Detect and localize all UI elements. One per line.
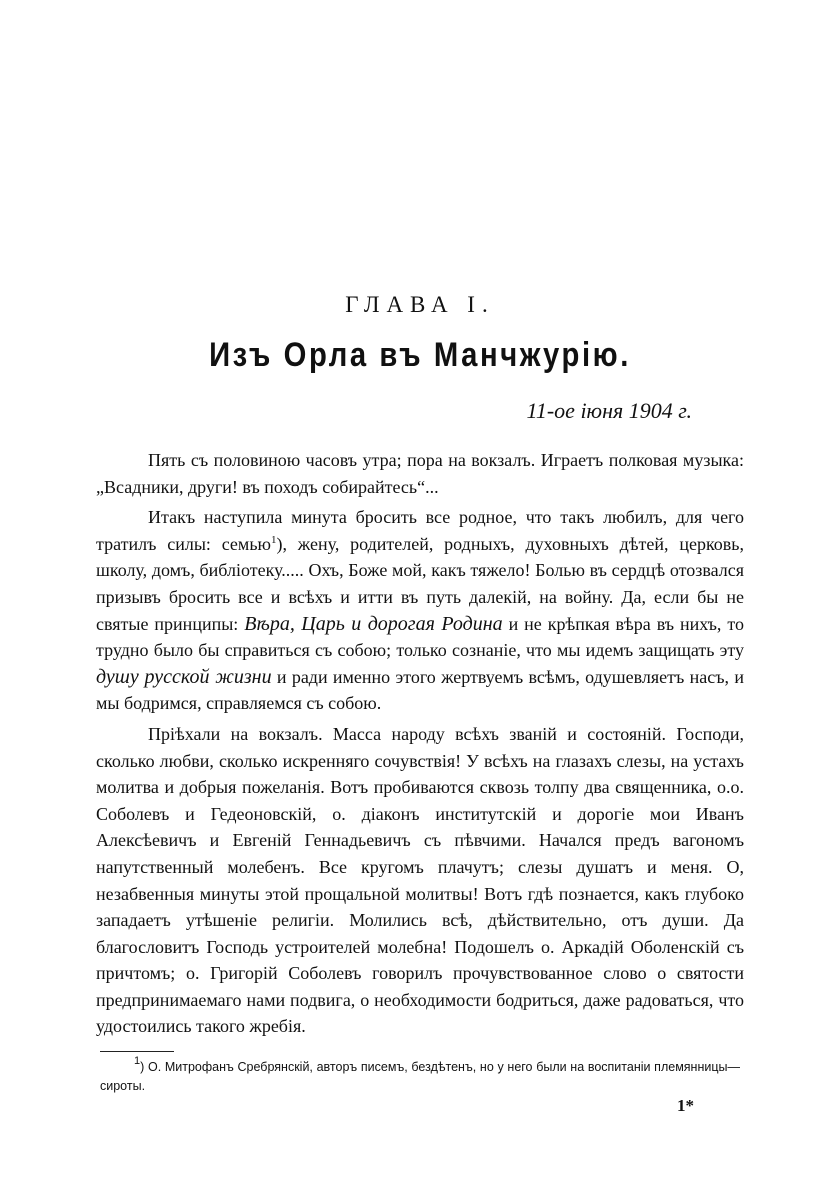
paragraph-3: Пріѣхали на вокзалъ. Масса народу всѣхъ званій и состояній. Господи, сколько любви, сколько искренняго сочувствія! У всѣхъ на глазахъ слезы, на устахъ молитва и добрыя пожеланія. Вотъ пробиваются сквозь толпу два священника, о.о. Соболевъ и Гедеоновскій, о. діаконъ институтскій и дорогіе мои Иванъ Алексѣевичъ и Евгеній Геннадьевичъ съ пѣвчими. Начался предъ вагономъ напутственный молебенъ. Все кругомъ плачутъ; слезы душатъ и меня. О, незабвенныя минуты этой прощальной молитвы! Вотъ гдѣ познается, какъ глубоко западаетъ утѣшеніе религіи. Молились всѣ, дѣйствительно, отъ души. Да благословитъ Господь устроителей молебна! Подошелъ о. Аркадій Оболенскій съ причтомъ; о. Григорій Соболевъ говорилъ прочувствованное слово о святости предпринимаемаго нами подвига, о необходимости бодриться, даже радоваться, что удостоились такого жребія. — [96, 723, 744, 1037]
footnote-divider — [100, 1051, 174, 1052]
footnote — [100, 1055, 740, 1096]
paragraph-2-text-c: и не крѣпкая вѣра въ нихъ, то трудно было бы справиться съ собою; только сознаніе, что мы идемъ защищать эту — [96, 613, 744, 661]
page-number: 1* — [677, 1096, 694, 1115]
footnote-mark: 1 — [134, 1055, 141, 1067]
paragraph-2-text-a: Итакъ наступила минута бросить все родное, что такъ любилъ, для чего тратилъ силы: семью — [96, 507, 744, 554]
chapter-label: ГЛАВА І. — [345, 292, 495, 317]
footnote-reference: 1 — [270, 533, 277, 546]
paragraph-2-text-d: и ради именно этого жертвуемъ всѣмъ, одушевляетъ насъ, и мы бодримся, справляемся съ собою. — [96, 666, 744, 714]
chapter-date: 11-ое іюня 1904 г. — [526, 398, 692, 423]
footnote-text: ) О. Митрофанъ Сребрянскій, авторъ писемъ, бездѣтенъ, но у него были на воспитаніи племянницы—сироты. — [100, 1060, 740, 1093]
paragraph-2 — [96, 504, 744, 717]
paragraph-2-text-b: ), жену, родителей, родныхъ, духовныхъ дѣтей, церковь, школу, домъ, библіотеку..... Охъ, Боже мой, какъ тяжело! Болью въ сердцѣ отозвался призывъ бросить все и всѣхъ и итти въ путь далекій, на войну. Да, если бы не святые принципы: — [96, 533, 745, 634]
emphasis-soul-of-russian-life: душу русской жизни — [96, 665, 272, 688]
body-text — [96, 447, 744, 1040]
emphasis-faith-tsar-homeland: Вѣра, Царь и дорогая Родина — [244, 612, 503, 635]
chapter-title: Изъ Орла въ Манчжурію. — [209, 336, 631, 374]
paragraph-1: Пять съ половиною часовъ утра; пора на вокзалъ. Играетъ полковая музыка: „Всадники, други! въ походъ собирайтесь“... — [96, 450, 744, 497]
